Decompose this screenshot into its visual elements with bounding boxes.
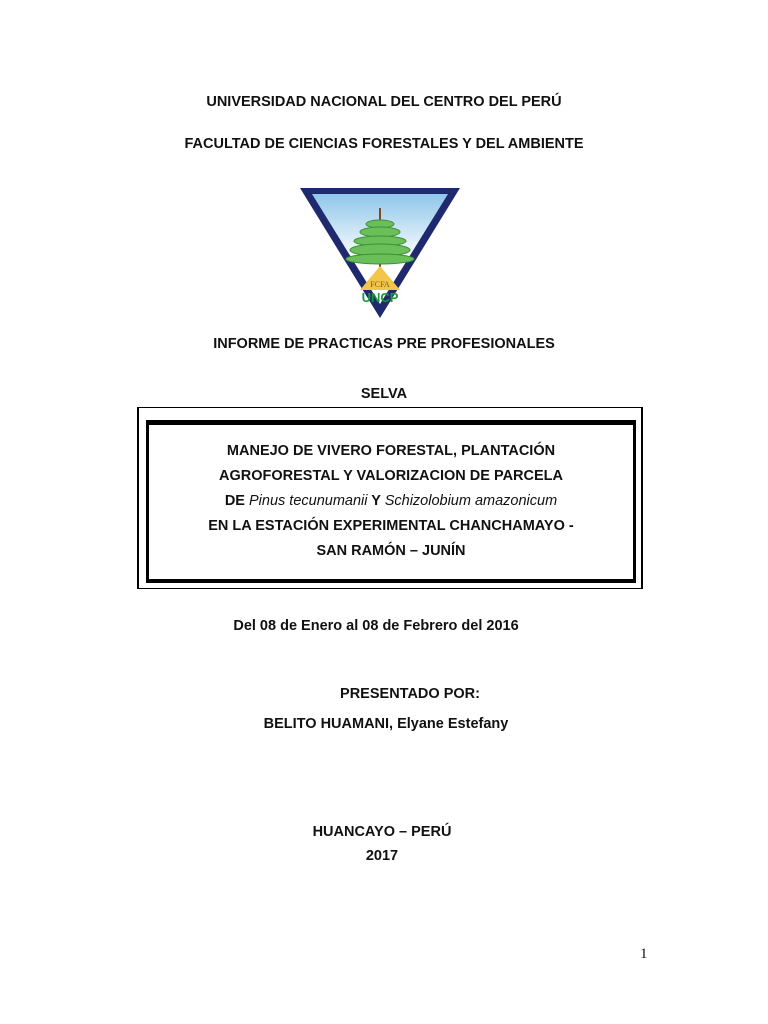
svg-text:UNCP: UNCP bbox=[361, 290, 399, 305]
title-line-3 bbox=[146, 493, 636, 509]
place: HUANCAYO – PERÚ bbox=[312, 824, 452, 840]
author-name: BELITO HUAMANI, Elyane Estefany bbox=[263, 716, 509, 732]
period: Del 08 de Enero al 08 de Febrero del 2016 bbox=[233, 618, 519, 634]
species-name: Schizolobium amazonicum bbox=[384, 493, 558, 509]
svg-text:FCFA: FCFA bbox=[370, 280, 390, 289]
title-line-4: EN LA ESTACIÓN EXPERIMENTAL CHANCHAMAYO - bbox=[208, 518, 574, 534]
frame-line bbox=[137, 588, 643, 589]
report-type: INFORME DE PRACTICAS PRE PROFESIONALES bbox=[213, 336, 555, 352]
university-logo bbox=[298, 186, 462, 322]
title-line-2: AGROFORESTAL Y VALORIZACION DE PARCELA bbox=[219, 468, 563, 484]
title-line-1: MANEJO DE VIVERO FORESTAL, PLANTACIÓN bbox=[226, 443, 556, 459]
presented-by-label: PRESENTADO POR: bbox=[340, 686, 480, 702]
frame-line bbox=[137, 407, 643, 408]
region: SELVA bbox=[360, 386, 408, 402]
title-line-5: SAN RAMÓN – JUNÍN bbox=[316, 543, 466, 559]
title-text: Y bbox=[367, 493, 385, 509]
faculty-name: FACULTAD DE CIENCIAS FORESTALES Y DEL AMBIENTE bbox=[184, 136, 584, 152]
university-name: UNIVERSIDAD NACIONAL DEL CENTRO DEL PERÚ bbox=[206, 94, 562, 110]
species-name: Pinus tecunumanii bbox=[248, 493, 368, 509]
page-number: 1 bbox=[640, 946, 648, 962]
year: 2017 bbox=[365, 848, 399, 864]
title-text: DE bbox=[224, 493, 249, 509]
